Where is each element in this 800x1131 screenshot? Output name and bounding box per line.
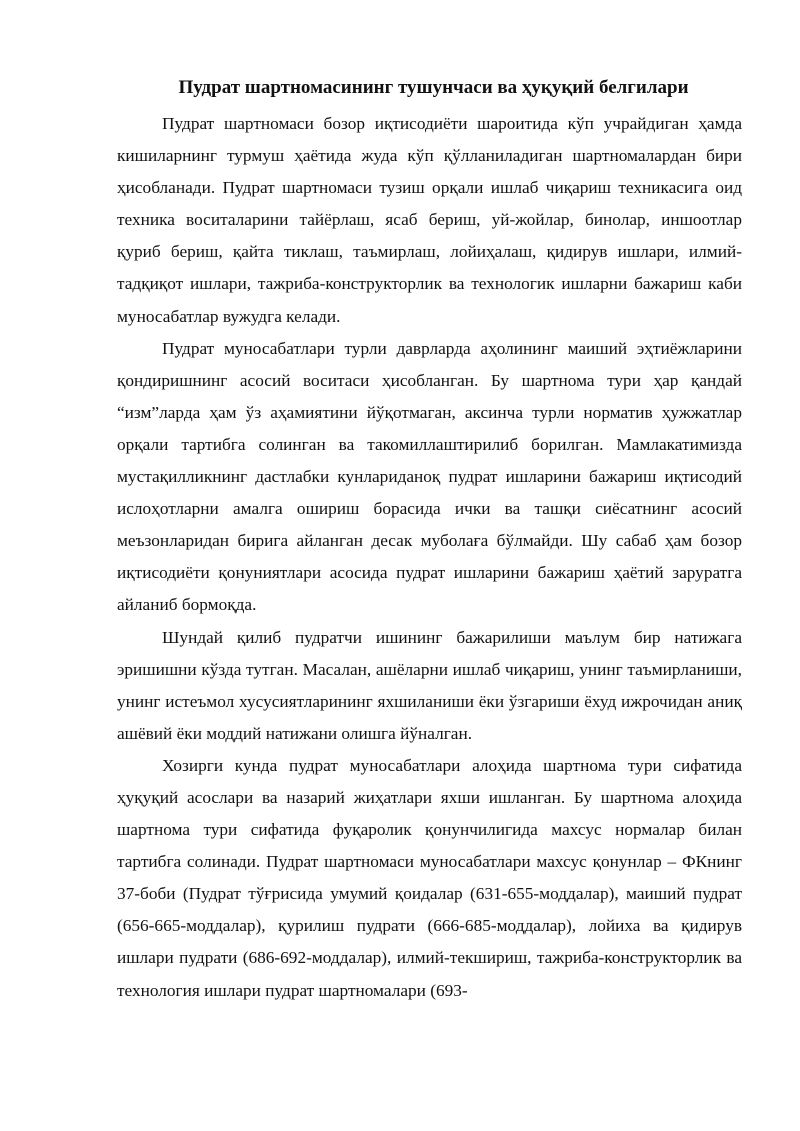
page-title: Пудрат шартномасининг тушунчаси ва ҳуқуқий белгилари (178, 77, 689, 98)
paragraph-3: Шундай қилиб пудратчи ишининг бажарилиши маълум бир натижага эришишни кўзда тутган. Масалан, ашёларни ишлаб чиқариш, унинг таъмирланиши, унинг истеъмол хусусиятларининг яхшиланиши ёки ўзгариши ёхуд ижрочидан аниқ ашёвий ёки моддий натижани олишга йўналган. (117, 627, 742, 743)
paragraph-4: Хозирги кунда пудрат муносабатлари алоҳида шартнома тури сифатида ҳуқуқий асослари ва назарий жиҳатлари яхши ишланган. Бу шартнома алоҳида шартнома тури сифатида фуқаролик қонунчилигида махсус нормалар билан тартибга солинади. Пудрат шартномаси муносабатлари махсус қонунлар – ФКнинг 37-боби (Пудрат тўғрисида умумий қоидалар (631-655-моддалар), маиший пудрат (656-665-моддалар), қурилиш пудрати (666-685-моддалар), лойиха ва қидирув ишлари пудрати (686-692-моддалар), илмий-текшириш, тажриба-конструкторлик ва технология ишлари пудрат шартномалари (693- (117, 755, 742, 1000)
paragraph-1: Пудрат шартномаси бозор иқтисодиёти шароитида кўп учрайдиган ҳамда кишиларнинг турмуш ҳаётида жуда кўп қўлланиладиган шартномалардан бири ҳисобланади. Пудрат шартномаси тузиш орқали ишлаб чиқариш техникасига оид техника воситаларини тайёрлаш, ясаб бериш, уй-жойлар, бинолар, иншоотлар қуриб бериш, қайта тиклаш, таъмирлаш, лойиҳалаш, қидирув ишлари, илмий-тадқиқот ишлари, тажриба-конструкторлик ва технологик ишларни бажариш каби муносабатлар вужудга келади. (117, 114, 742, 326)
paragraph-2: Пудрат муносабатлари турли даврларда аҳолининг маиший эҳтиёжларини қондиришнинг асосий воситаси ҳисобланган. Бу шартнома тури ҳар қандай “изм”ларда ҳам ўз аҳамиятини йўқотмаган, аксинча турли норматив ҳужжатлар орқали тартибга солинган ва такомиллаштирилиб борилган. Мамлакатимизда мустақилликнинг дастлабки кунлариданоқ пудрат ишларини бажариш иқтисодий ислоҳотларни амалга ошириш борасида ички ва ташқи сиёсатнинг асосий меъзонларидан бирига айланган десак муболаға бўлмайди. Шу сабаб ҳам бозор иқтисодиёти қонуниятлари асосида пудрат ишларини бажариш ҳаётий заруратга айланиб бормоқда. (117, 338, 742, 615)
